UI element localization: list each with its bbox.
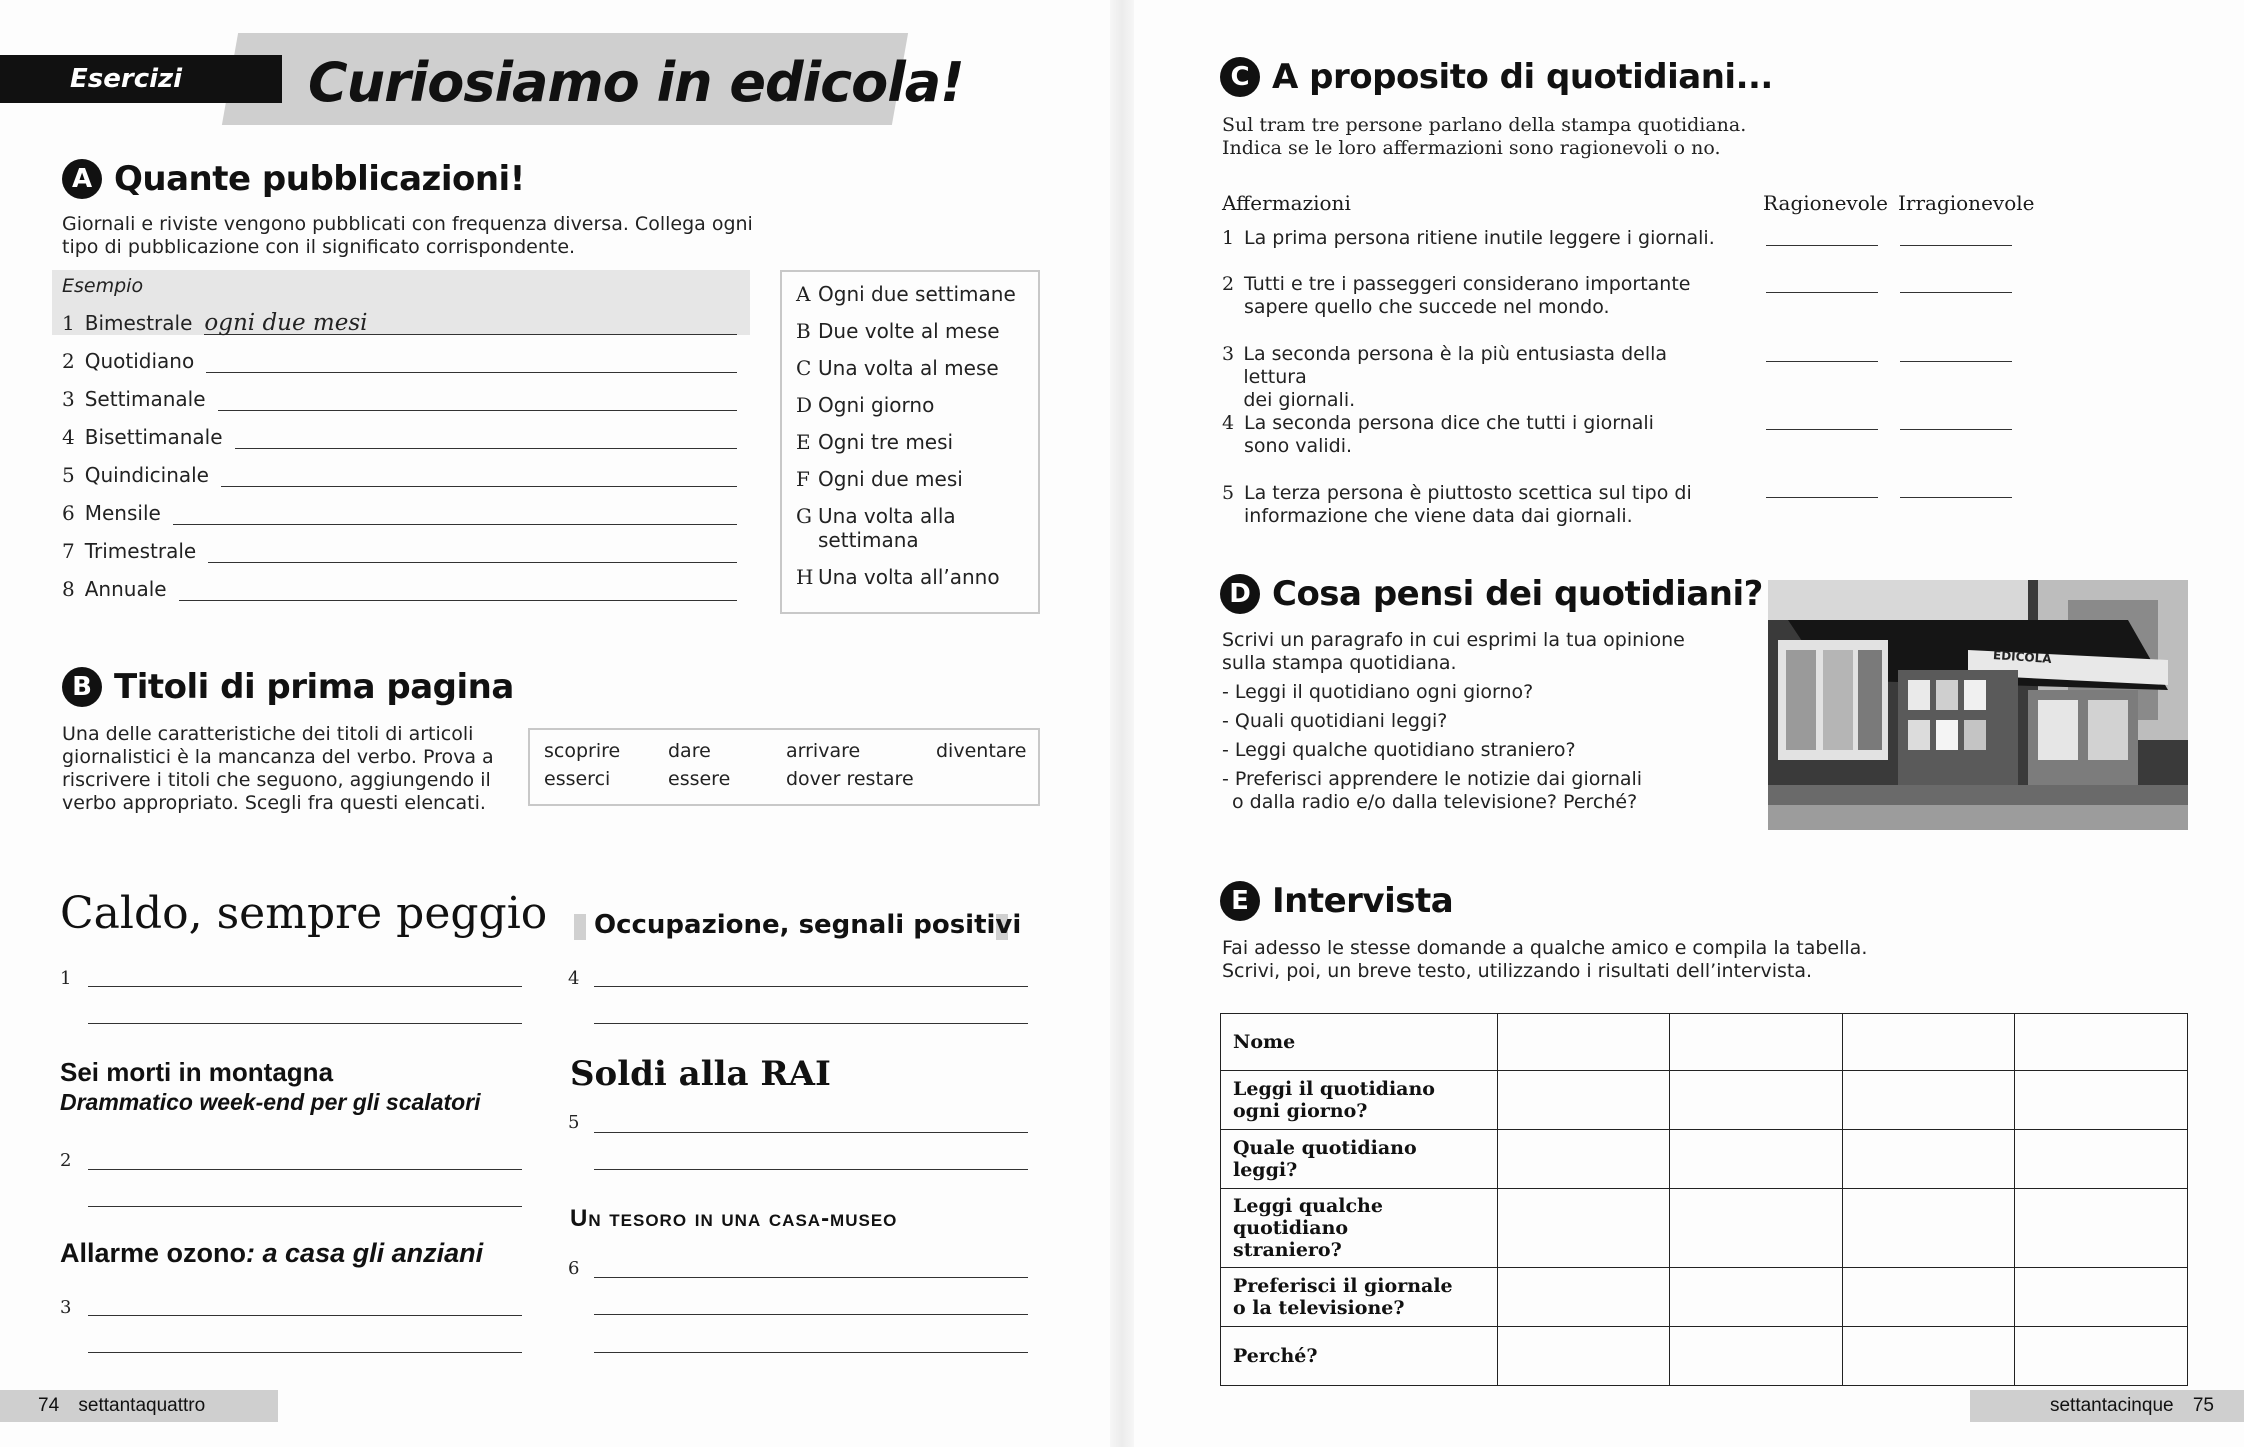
interview-cell[interactable] [1842, 1014, 2015, 1071]
headline-4: Occupazione, segnali positivi [594, 910, 1022, 940]
interview-cell[interactable] [1842, 1071, 2015, 1130]
headline-2-subtitle: Drammatico week-end per gli scalatori [60, 1089, 481, 1115]
section-c-heading [1220, 57, 1773, 97]
section-d-badge: D [1220, 574, 1260, 614]
headline-6-line-b[interactable] [594, 1313, 1028, 1315]
headline-4-line-a[interactable] [594, 985, 1028, 987]
publication-row-6: 6 Mensile [62, 488, 737, 525]
meaning-c: C Una volta al mese [796, 356, 999, 380]
verb-word: dover restare [786, 768, 914, 790]
headline-5-line-b[interactable] [594, 1168, 1028, 1170]
unreasonable-line-5[interactable] [1900, 497, 2012, 498]
section-d-title: Cosa pensi dei quotidiani? [1272, 574, 1763, 614]
interview-cell[interactable] [1670, 1071, 1843, 1130]
section-tag: Esercizi [0, 55, 282, 103]
example-answer: ogni due mesi [204, 310, 368, 336]
newsstand-image [1768, 580, 2188, 830]
statement-5: 5 La terza persona è piuttosto scettica sul tipo di informazione che viene data dai giornali. [1222, 482, 1692, 527]
interview-cell[interactable] [1842, 1327, 2015, 1386]
meaning-g: G Una volta alla settimana [796, 504, 956, 552]
col-statements: Affermazioni [1222, 191, 1351, 215]
interview-cell[interactable] [1670, 1130, 1843, 1189]
reasonable-line-2[interactable] [1766, 292, 1878, 293]
verb-word: essere [668, 768, 731, 790]
answer-line-2[interactable] [206, 352, 737, 373]
interview-cell[interactable] [1497, 1014, 1670, 1071]
answer-line-8[interactable] [179, 580, 737, 601]
reasonable-line-4[interactable] [1766, 429, 1878, 430]
verb-word: dare [668, 740, 711, 762]
section-e-badge: E [1220, 881, 1260, 921]
statement-4: 4 La seconda persona dice che tutti i giornali sono validi. [1222, 412, 1654, 457]
headline-number-1: 1 [60, 968, 72, 989]
meaning-f: F Ogni due mesi [796, 467, 963, 491]
answer-line-5[interactable] [221, 466, 737, 487]
section-a-title: Quante pubblicazioni! [114, 159, 525, 199]
section-d-heading [1220, 574, 1763, 614]
publication-list [62, 298, 737, 601]
reasonable-line-1[interactable] [1766, 245, 1878, 246]
interview-row-which: Quale quotidiano leggi? [1221, 1130, 2188, 1189]
meanings-box [780, 270, 1040, 614]
interview-cell[interactable] [1497, 1268, 1670, 1327]
headline-1: Caldo, sempre peggio [60, 888, 548, 939]
headline-1-line-b[interactable] [88, 1022, 522, 1024]
headline-4-bar-left [574, 914, 586, 940]
headline-2-line-b[interactable] [88, 1205, 522, 1207]
publication-row-2: 2 Quotidiano [62, 336, 737, 373]
interview-cell[interactable] [2015, 1189, 2188, 1268]
headline-3-line-b[interactable] [88, 1351, 522, 1353]
section-a-instructions: Giornali e riviste vengono pubblicati con frequenza diversa. Collega ogni tipo di pubblicazione con il significato corrispondente. [62, 213, 753, 258]
answer-line-3[interactable] [218, 390, 737, 411]
photo-sign: EDICOLA [1992, 647, 2052, 667]
interview-row-foreign: Leggi qualche quotidiano straniero? [1221, 1189, 2188, 1268]
headline-4-line-b[interactable] [594, 1022, 1028, 1024]
section-d-text: Scrivi un paragrafo in cui esprimi la tua opinione sulla stampa quotidiana. - Leggi il quotidiano ogni giorno? - Quali quotidiani leggi? - Leggi qualche quotidiano straniero? - Preferisci apprendere le notizie dai giornali o dalla radio e/o dalla televisione? Perché? [1222, 629, 1685, 813]
headline-number-4: 4 [568, 968, 580, 989]
headline-6-line-c[interactable] [594, 1351, 1028, 1353]
section-c-intro: Sul tram tre persone parlano della stampa quotidiana. Indica se le loro affermazioni sono ragionevoli o no. [1222, 114, 1747, 159]
publication-row-8: 8 Annuale [62, 564, 737, 601]
reasonable-line-5[interactable] [1766, 497, 1878, 498]
publication-row-7: 7 Trimestrale [62, 526, 737, 563]
verb-word: arrivare [786, 740, 861, 762]
section-b-instructions: Una delle caratteristiche dei titoli di articoli giornalistici è la mancanza del verbo. Prova a riscrivere i titoli che seguono, aggiungendo il verbo appropriato. Scegli fra questi elencati. [62, 723, 494, 814]
interview-cell[interactable] [1497, 1189, 1670, 1268]
interview-cell[interactable] [1497, 1071, 1670, 1130]
section-e-intro: Fai adesso le stesse domande a qualche amico e compila la tabella. Scrivi, poi, un breve testo, utilizzando i risultati dell’intervista. [1222, 937, 1868, 982]
meaning-d: D Ogni giorno [796, 393, 935, 417]
page-title: Curiosiamo in edicola! [308, 51, 964, 114]
section-b-badge: B [62, 667, 102, 707]
reasonable-line-3[interactable] [1766, 361, 1878, 362]
publication-row-3: 3 Settimanale [62, 374, 737, 411]
interview-cell[interactable] [1842, 1130, 2015, 1189]
unreasonable-line-3[interactable] [1900, 361, 2012, 362]
interview-cell[interactable] [1842, 1268, 2015, 1327]
interview-cell[interactable] [2015, 1071, 2188, 1130]
interview-cell[interactable] [1842, 1189, 2015, 1268]
meaning-e: E Ogni tre mesi [796, 430, 954, 454]
unreasonable-line-4[interactable] [1900, 429, 2012, 430]
right-footer-bar [1970, 1390, 2244, 1422]
interview-row-name: Nome [1221, 1014, 2188, 1071]
verb-word: esserci [544, 768, 611, 790]
interview-cell[interactable] [1670, 1327, 1843, 1386]
interview-row-prefer: Preferisci il giornale o la televisione? [1221, 1268, 2188, 1327]
headline-number-5: 5 [568, 1112, 580, 1133]
interview-cell[interactable] [2015, 1130, 2188, 1189]
section-a-badge: A [62, 159, 102, 199]
verb-list-box [528, 728, 1040, 806]
interview-table [1220, 1013, 2188, 1386]
publication-row-1: 1 Bimestrale ogni due mesi [62, 298, 737, 335]
headline-5-line-a[interactable] [594, 1131, 1028, 1133]
left-page-word: settantaquattro [78, 1395, 206, 1416]
headline-2-line-a[interactable] [88, 1168, 522, 1170]
unreasonable-line-1[interactable] [1900, 245, 2012, 246]
section-a-heading [62, 159, 525, 199]
section-c-title: A proposito di quotidiani... [1272, 57, 1773, 97]
col-unreasonable: Irragionevole [1898, 191, 2035, 215]
page-gutter [1110, 0, 1134, 1447]
headline-number-2: 2 [60, 1150, 72, 1171]
interview-cell[interactable] [2015, 1014, 2188, 1071]
section-e-title: Intervista [1272, 881, 1454, 921]
headline-number-6: 6 [568, 1258, 580, 1279]
section-b-heading [62, 667, 514, 707]
statement-1: 1 La prima persona ritiene inutile leggere i giornali. [1222, 227, 1715, 249]
publication-row-4: 4 Bisettimanale [62, 412, 737, 449]
example-label: Esempio [62, 275, 144, 297]
headline-1-line-a[interactable] [88, 985, 522, 987]
interview-row-why: Perché? [1221, 1327, 2188, 1386]
interview-row-daily: Leggi il quotidiano ogni giorno? [1221, 1071, 2188, 1130]
right-page-number: 75 [2192, 1395, 2214, 1416]
meaning-h: H Una volta all’anno [796, 565, 1000, 589]
headline-number-3: 3 [60, 1297, 72, 1318]
section-c-badge: C [1220, 57, 1260, 97]
interview-cell[interactable] [1497, 1327, 1670, 1386]
statement-3: 3 La seconda persona è la più entusiasta della lettura dei giornali. [1222, 343, 1668, 411]
newsstand-photo [1768, 580, 2188, 830]
section-b-title: Titoli di prima pagina [114, 667, 514, 707]
publication-row-5: 5 Quindicinale [62, 450, 737, 487]
answer-line-4[interactable] [235, 428, 737, 449]
meaning-a: A Ogni due settimane [796, 282, 1016, 306]
headline-5: Soldi alla RAI [570, 1054, 831, 1094]
right-page-word: settantacinque [2049, 1395, 2174, 1416]
left-footer-bar [0, 1390, 278, 1422]
answer-line-7[interactable] [208, 542, 737, 563]
headline-6: Un tesoro in una casa-museo [570, 1205, 898, 1232]
statement-2: 2 Tutti e tre i passeggeri considerano importante sapere quello che succede nel mondo. [1222, 273, 1691, 318]
interview-cell[interactable] [1497, 1130, 1670, 1189]
verb-word: diventare [936, 740, 1027, 762]
answer-line-6[interactable] [173, 504, 737, 525]
interview-cell[interactable] [2015, 1268, 2188, 1327]
interview-cell[interactable] [1670, 1268, 1843, 1327]
headline-3-line-a[interactable] [88, 1314, 522, 1316]
meaning-b: B Due volte al mese [796, 319, 1000, 343]
col-reasonable: Ragionevole [1763, 191, 1888, 215]
interview-cell[interactable] [1670, 1014, 1843, 1071]
section-e-heading [1220, 881, 1453, 921]
left-page-number: 74 [38, 1395, 60, 1416]
headline-2: Sei morti in montagna [60, 1057, 334, 1087]
headline-6-line-a[interactable] [594, 1276, 1028, 1278]
interview-cell[interactable] [1670, 1189, 1843, 1268]
unreasonable-line-2[interactable] [1900, 292, 2012, 293]
verb-word: scoprire [544, 740, 621, 762]
interview-cell[interactable] [2015, 1327, 2188, 1386]
headline-3: Allarme ozono: a casa gli anziani [60, 1238, 484, 1268]
